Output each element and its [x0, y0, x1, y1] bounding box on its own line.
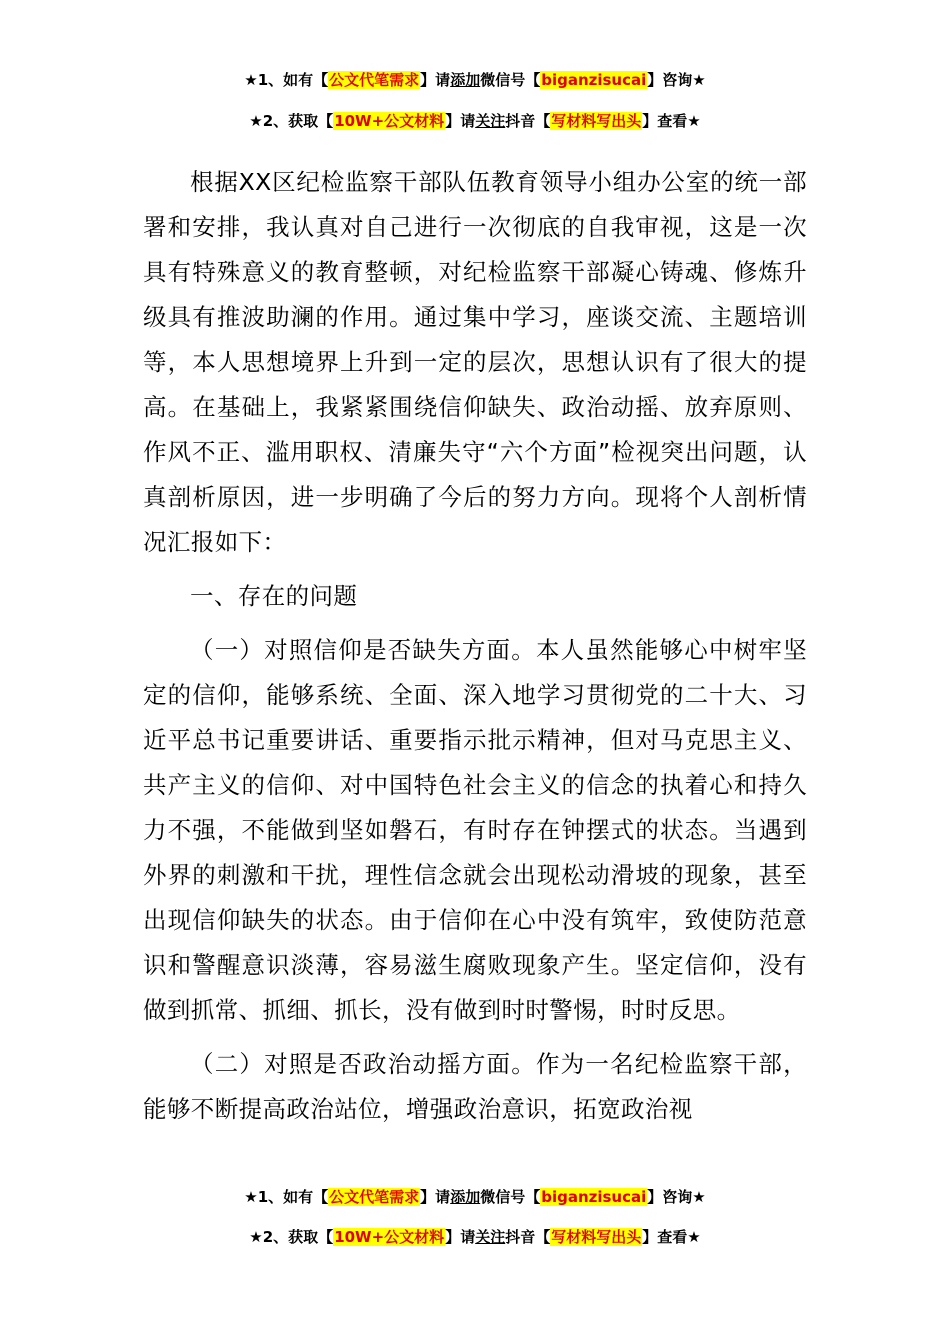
banner-text: ★1、如有【	[244, 71, 329, 89]
banner-text: 】请	[445, 112, 476, 130]
banner-text: 抖音【	[505, 1228, 551, 1246]
banner-text: 微信号【	[480, 1188, 541, 1206]
banner-text: 】查看★	[642, 112, 701, 130]
banner-highlight: 写材料写出头	[551, 112, 642, 130]
banner-text: 】查看★	[642, 1228, 701, 1246]
paragraph-politics: （二）对照是否政治动摇方面。作为一名纪检监察干部，能够不断提高政治站位，增强政治意识，拓宽政治视	[143, 1050, 807, 1123]
section-heading: 一、存在的问题	[190, 582, 358, 610]
banner-text: 】请	[420, 71, 451, 89]
banner-underlined: 关注	[475, 1228, 506, 1246]
banner-highlight: 公文代笔需求	[329, 1188, 420, 1206]
banner-text: 】咨询★	[647, 1188, 706, 1206]
bottom-banner-line-2	[0, 1226, 950, 1248]
banner-text: ★2、获取【	[249, 112, 334, 130]
banner-text: 】请	[445, 1228, 476, 1246]
document-body	[143, 160, 807, 1132]
banner-text: 】咨询★	[647, 71, 706, 89]
banner-highlight: biganzisucai	[541, 1188, 647, 1206]
banner-text: ★2、获取【	[249, 1228, 334, 1246]
top-banner-line-1	[0, 69, 950, 91]
banner-underlined: 关注	[475, 112, 506, 130]
banner-highlight: 写材料写出头	[551, 1228, 642, 1246]
banner-underlined: 添加	[450, 71, 481, 89]
bottom-banner-line-1	[0, 1186, 950, 1208]
banner-underlined: 添加	[450, 1188, 481, 1206]
banner-highlight: biganzisucai	[541, 71, 647, 89]
banner-highlight: 10W+公文材料	[334, 1228, 445, 1246]
intro-paragraph: 根据XX区纪检监察干部队伍教育领导小组办公室的统一部署和安排，我认真对自己进行一次彻底的自我审视，这是一次具有特殊意义的教育整顿，对纪检监察干部凝心铸魂、修炼升级具有推波助澜的作用。通过集中学习，座谈交流、主题培训等，本人思想境界上升到一定的层次，思想认识有了很大的提高。在基础上，我紧紧围绕信仰缺失、政治动摇、放弃原则、作风不正、滥用职权、清廉失守“六个方面”检视突出问题，认真剖析原因，进一步明确了今后的努力方向。现将个人剖析情况汇报如下：	[143, 168, 807, 556]
top-banner-line-2	[0, 110, 950, 132]
banner-highlight: 公文代笔需求	[329, 71, 420, 89]
banner-text: 】请	[420, 1188, 451, 1206]
banner-text: 抖音【	[505, 112, 551, 130]
banner-text: 微信号【	[480, 71, 541, 89]
banner-highlight: 10W+公文材料	[334, 112, 445, 130]
banner-text: ★1、如有【	[244, 1188, 329, 1206]
paragraph-faith: （一）对照信仰是否缺失方面。本人虽然能够心中树牢坚定的信仰，能够系统、全面、深入地学习贯彻党的二十大、习近平总书记重要讲话、重要指示批示精神，但对马克思主义、共产主义的信仰、对中国特色社会主义的信念的执着心和持久力不强，不能做到坚如磐石，有时存在钟摆式的状态。当遇到外界的刺激和干扰，理性信念就会出现松动滑坡的现象，甚至出现信仰缺失的状态。由于信仰在心中没有筑牢，致使防范意识和警醒意识淡薄，容易滋生腐败现象产生。坚定信仰，没有做到抓常、抓细、抓长，没有做到时时警惕，时时反思。	[143, 636, 807, 1024]
